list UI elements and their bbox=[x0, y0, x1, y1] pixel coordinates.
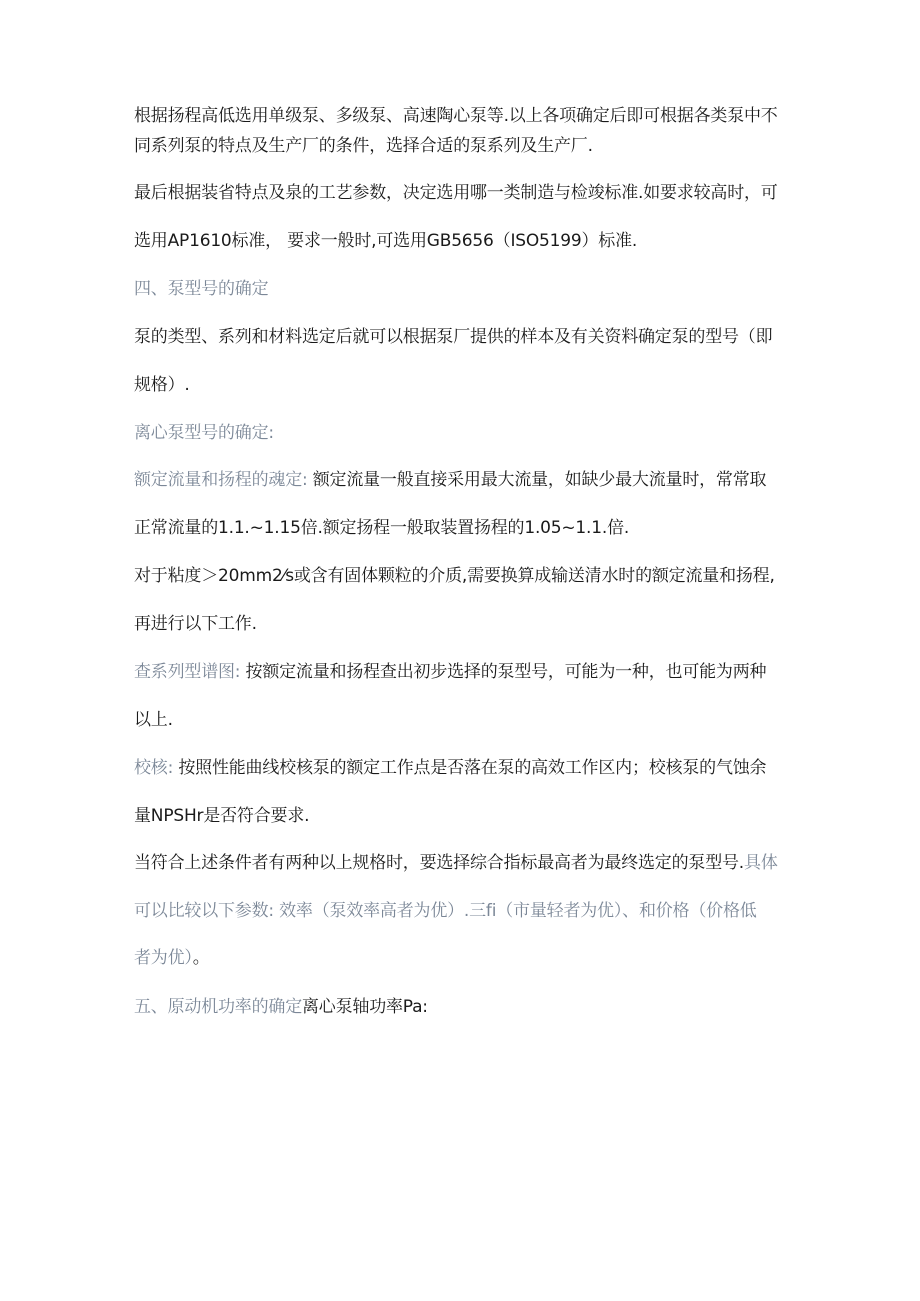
section-heading-5 bbox=[134, 995, 428, 1019]
paragraph-final-line-2: 可以比较以下参数: 效率（泵效率高者为优）.三fi（市量轻者为优）、和价格（价格低 bbox=[134, 901, 757, 921]
text-final-muted-end: 者为优） bbox=[134, 948, 193, 968]
text-final-tail: 具体 bbox=[744, 853, 778, 873]
text-final-selection: 当符合上述条件者有两种以上规格时，要选择综合指标最高者为最终选定的泵型号. bbox=[134, 853, 745, 873]
paragraph-2-line-2: 选用AP1610标准， 要求一般时,可选用GB5656（ISO5199）标准. bbox=[134, 231, 638, 251]
text-spectrum-chart: 按额定流量和扬程查出初步选择的泵型号，可能为一种，也可能为两种 bbox=[240, 662, 767, 682]
paragraph-1-line-2: 同系列泵的特点及生产厂的条件，选择合适的泵系列及生产厂. bbox=[134, 136, 593, 156]
paragraph-rated-flow-line-2: 正常流量的1.1.~1.15倍.额定扬程一般取装置扬程的1.05~1.1.倍. bbox=[134, 518, 630, 538]
label-spectrum-chart: 查系列型谱图: bbox=[134, 662, 241, 682]
paragraph-check-line-2: 量NPSHr是否符合要求. bbox=[134, 806, 310, 826]
text-final-period: 。 bbox=[192, 948, 210, 968]
heading-prime-mover-power: 五、原动机功率的确定 bbox=[134, 997, 302, 1017]
label-rated-flow: 额定流量和扬程的魂定: bbox=[134, 470, 308, 490]
paragraph-spectrum-line-2: 以上. bbox=[134, 710, 173, 730]
paragraph-3-line-2: 规格）. bbox=[134, 375, 190, 395]
paragraph-viscosity-line-1: 对于粘度＞20mm2⁄s或含有固体颗粒的介质,需要换算成输送清水时的额定流量和扬程, bbox=[134, 566, 775, 586]
label-check: 校核: bbox=[134, 758, 174, 778]
paragraph-1-line-1: 根据扬程高低选用单级泵、多级泵、高速陶心泵等.以上各项确定后即可根据各类泵中不 bbox=[134, 106, 778, 126]
paragraph-rated-flow-line-1 bbox=[134, 468, 766, 492]
paragraph-spectrum-line-1 bbox=[134, 660, 766, 684]
paragraph-2-line-1: 最后根据装省特点及泉的工艺参数，决定选用哪一类制造与检竣标准.如要求较高时，可 bbox=[134, 183, 778, 203]
paragraph-check-line-1 bbox=[134, 756, 766, 780]
subheading-centrifugal-pump-model: 离心泵型号的确定: bbox=[134, 423, 274, 443]
paragraph-final-line-1 bbox=[134, 851, 778, 875]
section-heading-4: 四、泵型号的确定 bbox=[134, 279, 269, 299]
heading-shaft-power: 离心泵轴功率Pa: bbox=[302, 997, 428, 1017]
paragraph-viscosity-line-2: 再进行以下工作. bbox=[134, 614, 257, 634]
paragraph-3-line-1: 泵的类型、系列和材料选定后就可以根据泵厂提供的样本及有关资料确定泵的型号（即 bbox=[134, 327, 773, 347]
paragraph-final-line-3 bbox=[134, 946, 210, 970]
text-rated-flow: 额定流量一般直接采用最大流量，如缺少最大流量时，常常取 bbox=[307, 470, 767, 490]
text-check: 按照性能曲线校核泵的额定工作点是否落在泵的高效工作区内；校核泵的气蚀余 bbox=[173, 758, 767, 778]
